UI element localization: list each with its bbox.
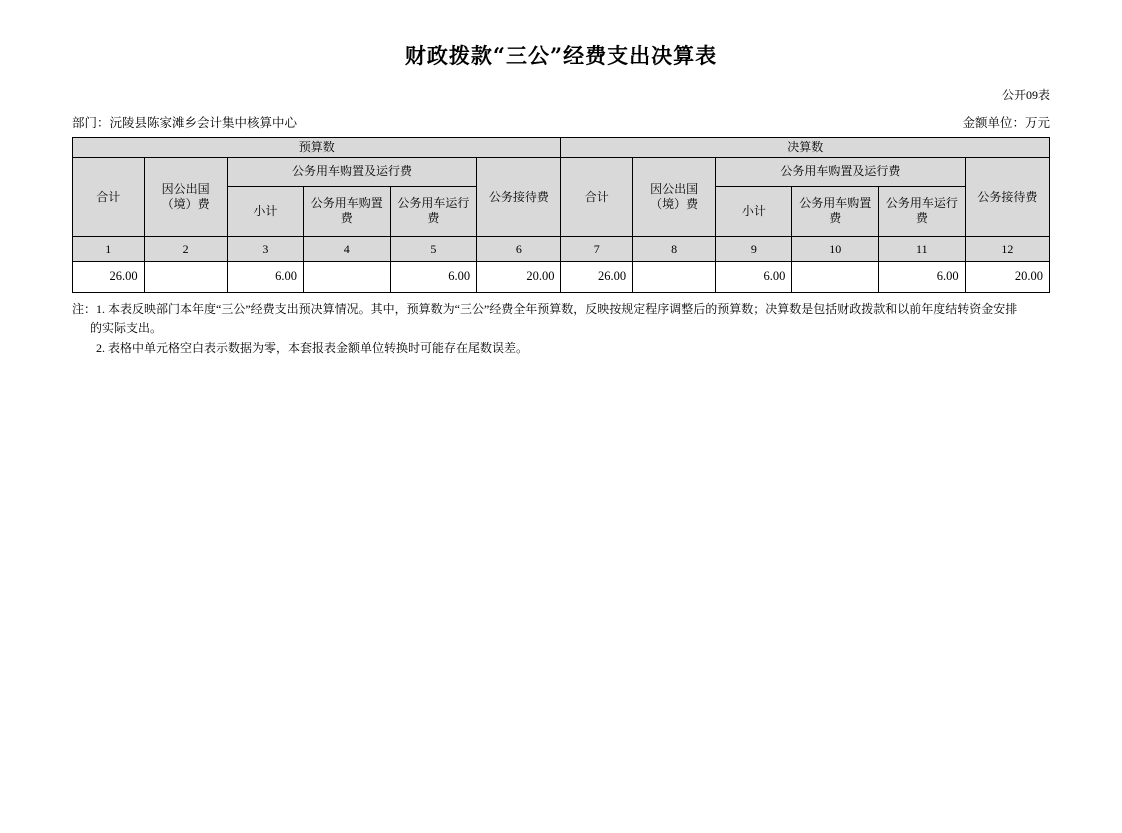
col-final-reception: 公务接待费 <box>965 158 1049 237</box>
colnum-8: 8 <box>633 237 716 262</box>
group-header-final: 决算数 <box>561 138 1050 158</box>
colnum-5: 5 <box>390 237 477 262</box>
value-final-reception: 20.00 <box>965 262 1049 293</box>
colnum-2: 2 <box>144 237 227 262</box>
col-final-total: 合计 <box>561 158 633 237</box>
page-title: 财政拨款“三公”经费支出决算表 <box>404 43 718 68</box>
form-number: 公开09表 <box>1001 88 1050 102</box>
subgroup-final-vehicle: 公务用车购置及运行费 <box>716 158 965 187</box>
col-budget-vehicle-operation: 公务用车运行费 <box>390 186 477 236</box>
colnum-10: 10 <box>792 237 879 262</box>
amount-unit-label: 金额单位：万元 <box>962 116 1050 130</box>
col-budget-reception: 公务接待费 <box>477 158 561 237</box>
meta-row <box>0 113 1122 131</box>
colnum-12: 12 <box>965 237 1049 262</box>
col-budget-vehicle-purchase: 公务用车购置费 <box>303 186 390 236</box>
colnum-11: 11 <box>879 237 966 262</box>
col-final-overseas: 因公出国（境）费 <box>633 158 716 237</box>
value-budget-vehicle-purchase <box>303 262 390 293</box>
colnum-1: 1 <box>73 237 145 262</box>
note-line-1: 注：1. 本表反映部门本年度“三公”经费支出预决算情况。其中，预算数为“三公”经费全年预算数，反映按规定程序调整后的预算数；决算数是包括财政拨款和以前年度结转资金安排 <box>72 302 1018 316</box>
value-final-vehicle-operation: 6.00 <box>879 262 966 293</box>
value-budget-reception: 20.00 <box>477 262 561 293</box>
value-budget-overseas <box>144 262 227 293</box>
value-budget-vehicle-operation: 6.00 <box>390 262 477 293</box>
colnum-9: 9 <box>716 237 792 262</box>
colnum-6: 6 <box>477 237 561 262</box>
col-final-vehicle-operation: 公务用车运行费 <box>879 186 966 236</box>
value-budget-vehicle-subtotal: 6.00 <box>227 262 303 293</box>
subgroup-budget-vehicle: 公务用车购置及运行费 <box>227 158 476 187</box>
col-budget-overseas: 因公出国（境）费 <box>144 158 227 237</box>
value-final-overseas <box>633 262 716 293</box>
value-final-vehicle-subtotal: 6.00 <box>716 262 792 293</box>
department-label: 部门：沅陵县陈家滩乡会计集中核算中心 <box>72 116 298 130</box>
three-public-expense-table <box>72 137 1050 293</box>
value-final-total: 26.00 <box>561 262 633 293</box>
col-budget-total: 合计 <box>73 158 145 237</box>
table-column-number-row <box>73 237 1050 262</box>
table-subheader-row <box>73 158 1050 187</box>
note-line-1-continued: 的实际支出。 <box>90 320 163 335</box>
value-final-vehicle-purchase <box>792 262 879 293</box>
note-line-2: 2. 表格中单元格空白表示数据为零，本套报表金额单位转换时可能存在尾数误差。 <box>96 341 529 356</box>
table-container <box>0 137 1122 293</box>
colnum-3: 3 <box>227 237 303 262</box>
col-final-vehicle-purchase: 公务用车购置费 <box>792 186 879 236</box>
colnum-4: 4 <box>303 237 390 262</box>
table-notes <box>0 300 1122 358</box>
table-row <box>73 262 1050 293</box>
value-budget-total: 26.00 <box>73 262 145 293</box>
col-budget-vehicle-subtotal: 小计 <box>227 186 303 236</box>
document-page <box>0 40 1122 833</box>
colnum-7: 7 <box>561 237 633 262</box>
group-header-budget: 预算数 <box>73 138 561 158</box>
col-final-vehicle-subtotal: 小计 <box>716 186 792 236</box>
table-group-header-row <box>73 138 1050 158</box>
